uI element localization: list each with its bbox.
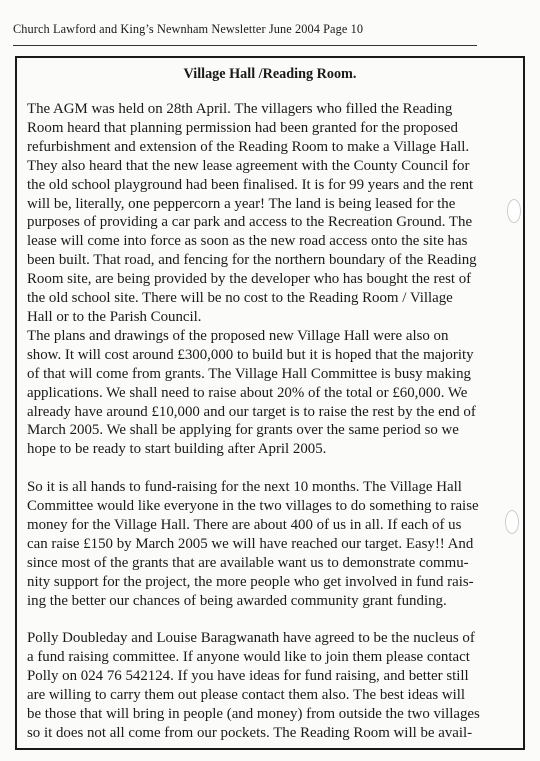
- article-box: [15, 56, 525, 750]
- text-line: so it does not all come from our pockets. The Reading Room will be avail-: [27, 724, 473, 741]
- text-line: So it is all hands to fund-raising for the next 10 months. The Village Hall: [27, 479, 462, 496]
- paragraph-fundraising: [27, 478, 517, 610]
- paragraph-agm: [27, 100, 517, 459]
- text-line: the old school playground had been finalised. It is for 99 years and the rent: [27, 176, 474, 193]
- text-line: can raise £150 by March 2005 we will have reached our target. Easy!! And: [27, 535, 474, 552]
- punch-hole-bottom: [505, 510, 519, 534]
- text-line: purposes of providing a car park and access to the Recreation Ground. The: [27, 214, 473, 231]
- text-line: Hall or to the Parish Council.: [27, 308, 202, 325]
- text-line: already have around £10,000 and our target is to raise the rest by the end of: [27, 403, 476, 420]
- text-line: Room site, are being provided by the developer who has bought the rest of: [27, 271, 472, 288]
- text-line: a fund raising committee. If anyone would like to join them please contact: [27, 649, 470, 666]
- text-line: money for the Village Hall. There are about 400 of us in all. If each of us: [27, 516, 462, 533]
- text-line: are willing to carry them out please contact them also. The best ideas will: [27, 687, 466, 704]
- text-line: the old school site. There will be no cost to the Reading Room / Village: [27, 290, 453, 307]
- text-line: been built. That road, and fencing for the northern boundary of the Reading: [27, 252, 477, 269]
- text-line: They also heard that the new lease agreement with the County Council for: [27, 157, 470, 174]
- punch-hole-top: [507, 199, 521, 223]
- paragraph-committee: [27, 629, 517, 742]
- text-line: of that will come from grants. The Village Hall Committee is busy making: [27, 365, 471, 382]
- text-line: nity support for the project, the more people who get involved in fund rais-: [27, 573, 474, 590]
- article-title: Village Hall /Reading Room.: [183, 66, 357, 82]
- text-line: March 2005. We shall be applying for grants over the same period so we: [27, 422, 459, 439]
- text-line: refurbishment and extension of the Reading Room to make a Village Hall.: [27, 138, 470, 155]
- newsletter-header: Church Lawford and King’s Newnham Newsletter June 2004 Page 10: [13, 22, 364, 36]
- text-line: be those that will bring in people (and money) from outside the two villages: [27, 705, 480, 722]
- text-line: The plans and drawings of the proposed new Village Hall were also on: [27, 327, 449, 344]
- text-line: will be, literally, one peppercorn a year! The land is being leased for the: [27, 195, 456, 212]
- text-line: Polly Doubleday and Louise Baragwanath have agreed to be the nucleus of: [27, 630, 475, 647]
- text-line: Room heard that planning permission had been granted for the proposed: [27, 119, 458, 136]
- text-line: hope to be ready to start building after April 2005.: [27, 441, 327, 458]
- article-body: [27, 100, 517, 743]
- text-line: since most of the grants that are available want us to demonstrate commu-: [27, 554, 469, 571]
- text-line: The AGM was held on 28th April. The villagers who filled the Reading: [27, 101, 453, 117]
- header-rule: [13, 45, 477, 46]
- text-line: lease will come into force as soon as the new road access onto the site has: [27, 233, 468, 250]
- text-line: applications. We shall need to raise about 20% of the total or £60,000. We: [27, 384, 468, 401]
- text-line: Committee would like everyone in the two villages to do something to raise: [27, 498, 479, 515]
- text-line: ing the better our chances of being awarded community grant funding.: [27, 592, 447, 609]
- text-line: Polly on 024 76 542124. If you have ideas for fund raising, and better still: [27, 668, 469, 685]
- text-line: show. It will cost around £300,000 to build but it is hoped that the majority: [27, 346, 474, 363]
